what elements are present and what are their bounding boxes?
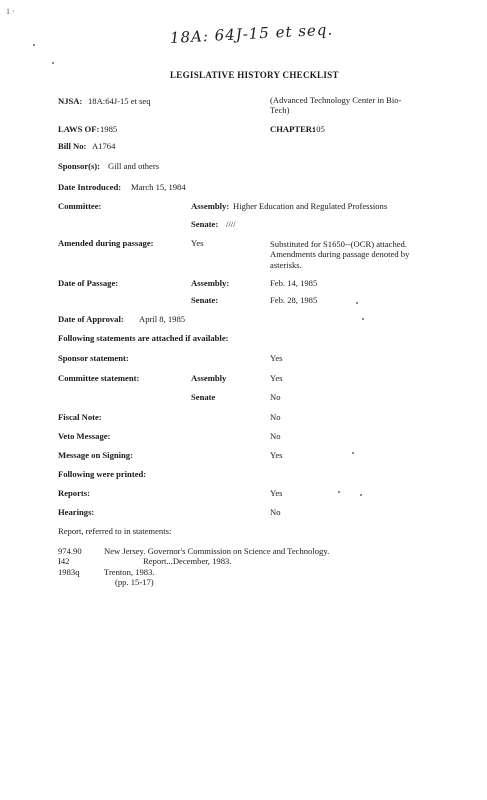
hearings-value: No [270, 507, 281, 517]
message-on-signing-label: Message on Signing: [58, 450, 133, 460]
citation-line-4: (pp. 15-17) [115, 577, 154, 587]
njsa-value: 18A:64J-15 et seq [88, 96, 151, 106]
page-corner-mark: 1 · [6, 7, 15, 16]
scan-speck [362, 318, 364, 320]
scan-speck [360, 494, 362, 496]
passage-assembly-label: Assembly: [191, 278, 230, 288]
citation-line-3: Trenton, 1983. [104, 567, 155, 577]
amended-label: Amended during passage: [58, 238, 154, 248]
call-number-1: 974.90 [58, 546, 82, 556]
sponsor-statement-label: Sponsor statement: [58, 353, 129, 363]
sponsor-statement-value: Yes [270, 353, 283, 363]
date-introduced-label: Date Introduced: [58, 182, 122, 192]
call-number-2: I42 [58, 556, 70, 566]
message-on-signing-value: Yes [270, 450, 283, 460]
citation-line-2: Report...December, 1983. [143, 556, 232, 566]
scan-speck [33, 44, 35, 46]
amended-note: Substituted for S1650--(OCR) attached. Amendments during passage denoted by asterisks. [270, 239, 410, 270]
date-of-passage-label: Date of Passage: [58, 278, 119, 288]
laws-of-label: LAWS OF: [58, 124, 100, 134]
date-of-approval-label: Date of Approval: [58, 314, 124, 324]
committee-assembly-value: Higher Education and Regulated Professions [233, 201, 388, 211]
njsa-note: (Advanced Technology Center in Bio-Tech) [270, 95, 402, 116]
handwritten-note: 18A: 64J-15 et seq. [169, 20, 334, 47]
committee-senate-label: Senate: [191, 219, 219, 229]
bill-no-label: Bill No: [58, 141, 87, 151]
fiscal-note-value: No [270, 412, 281, 422]
reports-label: Reports: [58, 488, 90, 498]
scan-speck [352, 452, 354, 454]
date-introduced-value: March 15, 1984 [131, 182, 186, 192]
bill-no-value: A1764 [92, 141, 116, 151]
passage-senate-label: Senate: [191, 295, 219, 305]
passage-assembly-value: Feb. 14, 1985 [270, 278, 318, 288]
sponsors-value: Gill and others [108, 161, 160, 171]
following-attached-heading: Following statements are attached if available: [58, 333, 229, 343]
scan-speck [338, 491, 340, 493]
following-printed-heading: Following were printed: [58, 469, 147, 479]
laws-of-value: 1985 [100, 124, 118, 134]
hearings-label: Hearings: [58, 507, 95, 517]
fiscal-note-label: Fiscal Note: [58, 412, 102, 422]
call-number-3: 1983q [58, 567, 80, 577]
date-of-approval-value: April 8, 1985 [139, 314, 186, 324]
veto-message-label: Veto Message: [58, 431, 111, 441]
chapter-label: CHAPTER: [270, 124, 315, 134]
njsa-label: NJSA: [58, 96, 83, 106]
committee-senate-value: //// [226, 219, 236, 229]
amended-value: Yes [191, 238, 204, 248]
committee-label: Committee: [58, 201, 102, 211]
committee-statement-assembly-label: Assembly [191, 373, 227, 383]
committee-assembly-label: Assembly: [191, 201, 230, 211]
chapter-value: 105 [312, 124, 325, 134]
committee-statement-assembly-value: Yes [270, 373, 283, 383]
committee-statement-senate-value: No [270, 392, 281, 402]
committee-statement-label: Committee statement: [58, 373, 140, 383]
committee-statement-senate-label: Senate [191, 392, 216, 402]
sponsors-label: Sponsor(s): [58, 161, 101, 171]
page-title: LEGISLATIVE HISTORY CHECKLIST [170, 70, 339, 80]
scan-speck [52, 62, 54, 64]
citation-line-1: New Jersey. Governor's Commission on Science and Technology. [104, 546, 330, 556]
reports-value: Yes [270, 488, 283, 498]
veto-message-value: No [270, 431, 281, 441]
passage-senate-value: Feb. 28, 1985 [270, 295, 318, 305]
scan-speck [356, 302, 358, 304]
report-referred-heading: Report, referred to in statements: [58, 526, 172, 536]
